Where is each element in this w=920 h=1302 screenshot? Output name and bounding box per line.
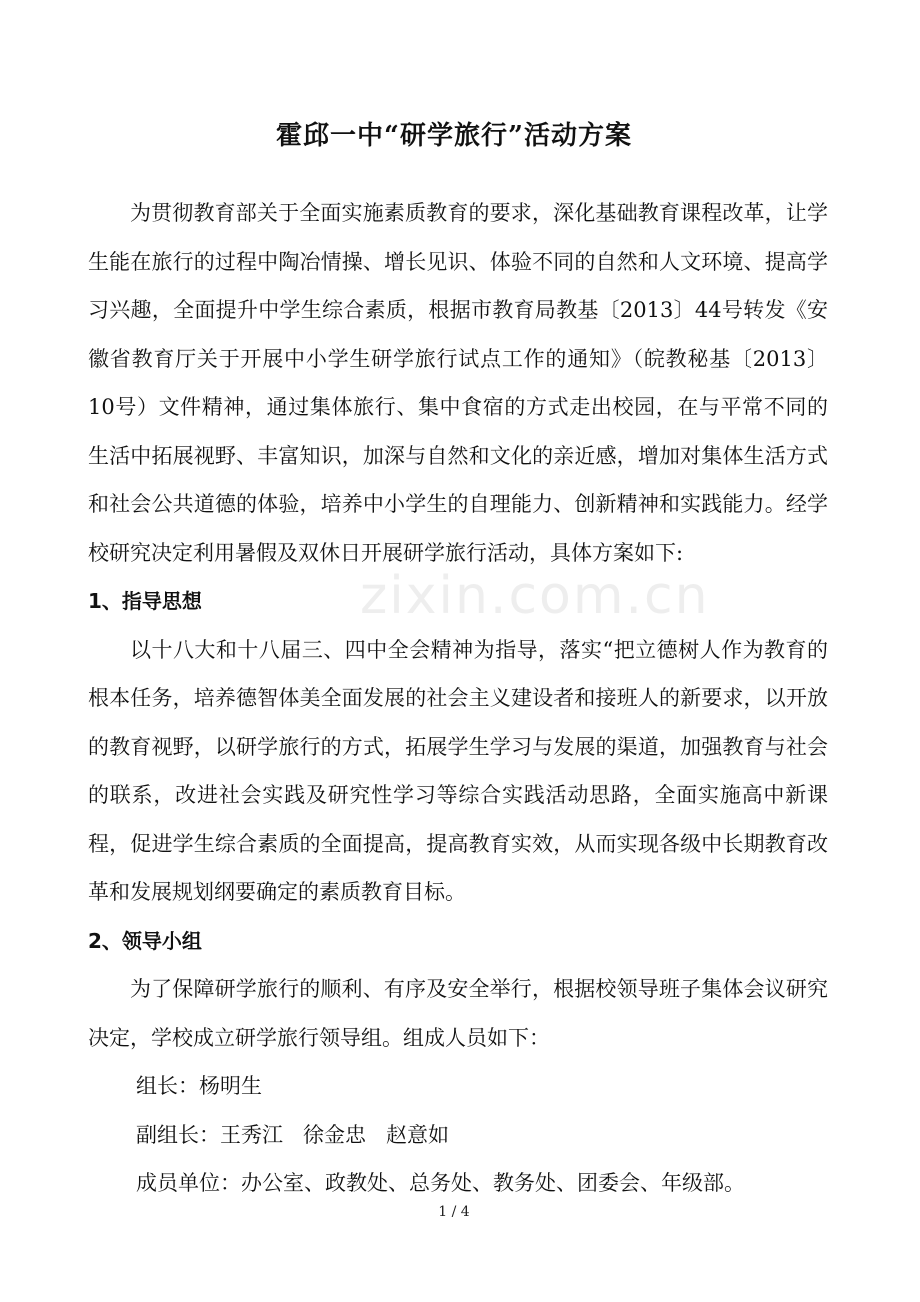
document-title: 霍邱一中“研学旅行”活动方案 [276,121,632,151]
page-number: 1 / 4 [438,1204,470,1220]
section-body-guiding-ideology: 以十八大和十八届三、四中全会精神为指导，落实“把立德树人作为教育的根本任务，培养德智体美全面发展的社会主义建设者和接班人的新要求，以开放的教育视野，以研学旅行的方式，拓展学生学习与发展的渠道，加强教育与社会的联系，改进社会实践及研究性学习等综合实践活动思路，全面实施高中新课程，促进学生综合素质的全面提高，提高教育实效，从而实现各级中长期教育改革和发展规划纲要确定的素质教育目标。 [88,637,828,904]
section-body-leadership-group: 为了保障研学旅行的顺利、有序及安全举行，根据校领导班子集体会议研究决定，学校成立研学旅行领导组。组成人员如下： [88,977,828,1050]
section-heading-guiding-ideology: 1、指导思想 [88,589,202,613]
document-body [88,189,828,1208]
watermark: zixin.com.cn [360,566,710,626]
member-units: 成员单位：办公室、政教处、总务处、教务处、团委会、年级部。 [136,1171,745,1195]
intro-paragraph: 为贯彻教育部关于全面实施素质教育的要求，深化基础教育课程改革，让学生能在旅行的过程中陶冶情操、增长见识、体验不同的自然和人文环境、提高学习兴趣，全面提升中学生综合素质，根据市教育局教基〔2013〕44号转发《安徽省教育厅关于开展中小学生研学旅行试点工作的通知》（皖教秘基〔2013〕10号）文件精神，通过集体旅行、集中食宿的方式走出校园，在与平常不同的生活中拓展视野、丰富知识，加深与自然和文化的亲近感，增加对集体生活方式和社会公共道德的体验，培养中小学生的自理能力、创新精神和实践能力。经学校研究决定利用暑假及双休日开展研学旅行活动，具体方案如下: [88,201,828,565]
member-leader: 组长：杨明生 [136,1074,262,1098]
section-heading-leadership-group: 2、领导小组 [88,928,202,953]
member-deputy-leaders: 副组长：王秀江 徐金忠 赵意如 [136,1122,450,1147]
